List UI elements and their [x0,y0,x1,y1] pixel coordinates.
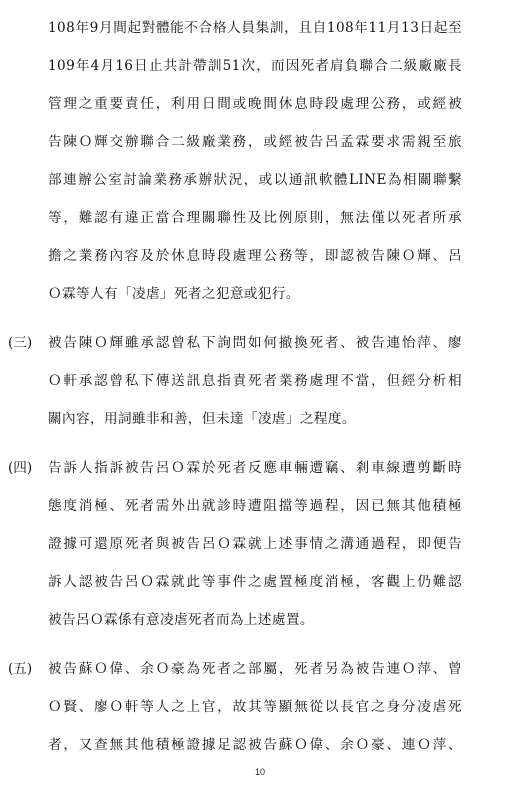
section-4-line-3: 證據可還原死者與被告呂Ｏ霖就上述事情之溝通過程，即便告 [48,536,462,552]
intro-line-2: 109年4月16日止共計帶訓51次，而因死者肩負聯合二級廠廠長 [48,58,462,74]
section-5-line-3: 者，又查無其他積極證據足認被告蘇Ｏ偉、余Ｏ豪、連Ｏ萍、 [48,737,462,753]
section-4-line-2: 態度消極、死者需外出就診時遭阻擋等過程，因已無其他積極 [48,498,462,514]
section-3-line-3: 關內容，用詞雖非和善，但未達「凌虐」之程度。 [48,411,356,427]
section-4-line-4: 訴人認被告呂Ｏ霖就此等事件之處置極度消極，客觀上仍難認 [48,574,462,590]
intro-line-8: Ｏ霖等人有「凌虐」死者之犯意或犯行。 [48,286,300,302]
section-3-line-1: 被告陳Ｏ輝雖承認曾私下詢問如何撤換死者、被告連怡萍、廖 [48,335,462,351]
section-5-marker: (五) [8,661,33,677]
section-4-line-5: 被告呂Ｏ霖係有意凌虐死者而為上述處置。 [48,612,314,628]
section-4-line-1: 告訴人指訴被告呂Ｏ霖於死者反應車輛遭竊、剎車線遭剪斷時 [48,460,462,476]
intro-line-1: 108年9月間起對體能不合格人員集訓，且自108年11月13日起至 [48,20,462,36]
intro-line-6: 等，難認有違正當合理關聯性及比例原則，無法僅以死者所承 [48,210,462,226]
page-number: 10 [254,767,265,777]
section-3-marker: (三) [8,335,33,351]
intro-line-5: 部連辦公室討論業務承辦狀況，或以通訊軟體LINE為相關聯繫 [48,172,462,188]
section-5-line-2: Ｏ賢、廖Ｏ軒等人之上官，故其等顯無從以長官之身分凌虐死 [48,699,462,715]
section-5-line-1: 被告蘇Ｏ偉、余Ｏ豪為死者之部屬，死者另為被告連Ｏ萍、曾 [48,661,462,677]
intro-line-7: 擔之業務內容及於休息時段處理公務等，即認被告陳Ｏ輝、呂 [48,248,462,264]
section-3-line-2: Ｏ軒承認曾私下傳送訊息指責死者業務處理不當，但經分析相 [48,373,462,389]
section-4-marker: (四) [8,460,33,476]
intro-line-3: 管理之重要責任，利用日間或晚間休息時段處理公務，或經被 [48,96,462,112]
intro-line-4: 告陳Ｏ輝交辦聯合二級廠業務，或經被告呂孟霖要求需親至旅 [48,134,462,150]
